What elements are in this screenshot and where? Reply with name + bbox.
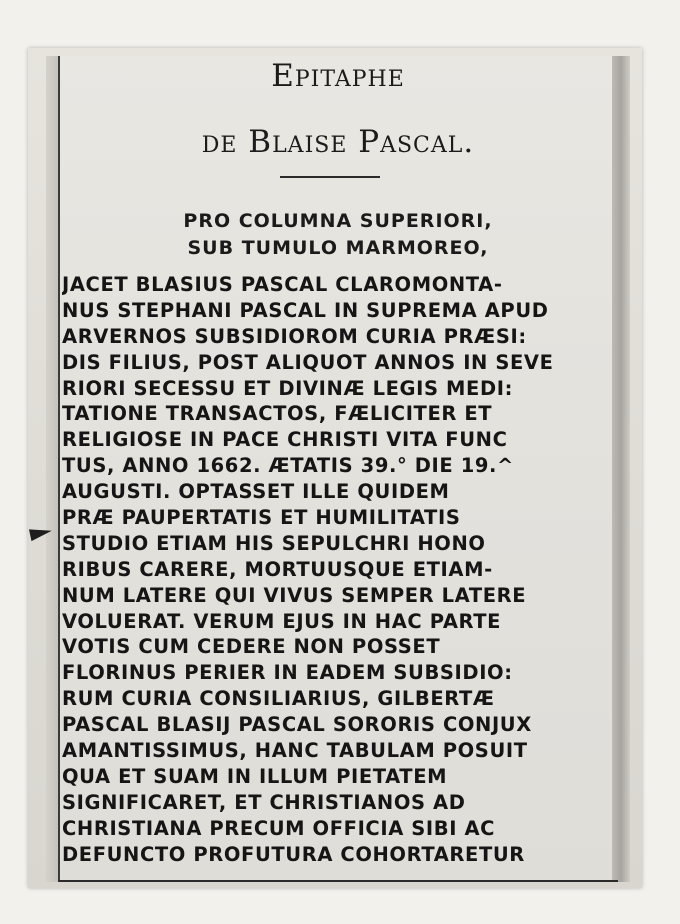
- inscription-line: ARVERNOS SUBSIDIOROM CURIA PRÆSI:: [62, 324, 527, 348]
- inscription-line: RIBUS CARERE, MORTUUSQUE ETIAM-: [62, 557, 493, 581]
- inscription-line: STUDIO ETIAM HIS SEPULCHRI HONO: [62, 531, 486, 555]
- inscription-line: DIS FILIUS, POST ALIQUOT ANNOS IN SEVE: [62, 350, 554, 374]
- title-line-1: Epitaphe: [271, 58, 405, 94]
- inscription-line: NUS STEPHANI PASCAL IN SUPREMA APUD: [62, 298, 549, 322]
- inscription-line: FLORINUS PERIER IN EADEM SUBSIDIO:: [62, 661, 513, 685]
- inscription-line: PASCAL BLASIJ PASCAL SORORIS CONJUX: [62, 713, 532, 737]
- subheading-line-1: PRO COLUMNA SUPERIORI,: [183, 210, 493, 232]
- title-line-2: de Blaise Pascal.: [201, 124, 475, 160]
- inscription-line: PRÆ PAUPERTATIS ET HUMILITATIS: [62, 506, 461, 530]
- bottom-divider: [58, 880, 618, 882]
- inscription-line: RUM CURIA CONSILIARIUS, GILBERTÆ: [62, 687, 495, 711]
- inscription-line: CHRISTIANA PRECUM OFFICIA SIBI AC: [62, 816, 496, 840]
- inscription-line: SIGNIFICARET, ET CHRISTIANOS AD: [62, 790, 466, 814]
- inscription-line: DEFUNCTO PROFUTURA COHORTARETUR: [62, 842, 525, 866]
- subheading-line-2: SUB TUMULO MARMOREO,: [187, 237, 489, 259]
- inscription-line: NUM LATERE QUI VIVUS SEMPER LATERE: [62, 583, 527, 607]
- inscription-line: JACET BLASIUS PASCAL CLAROMONTA-: [62, 273, 503, 296]
- inscription-line: VOLUERAT. VERUM EJUS IN HAC PARTE: [62, 609, 502, 633]
- inscription-line: TATIONE TRANSACTOS, FÆLICITER ET: [62, 402, 493, 426]
- inscription-line: QUA ET SUAM IN ILLUM PIETATEM: [62, 764, 448, 788]
- inscription-line: RELIGIOSE IN PACE CHRISTI VITA FUNC: [62, 428, 508, 452]
- inscription-line: RIORI SECESSU ET DIVINÆ LEGIS MEDI:: [62, 376, 514, 400]
- plaque-left-edge: [46, 56, 58, 882]
- inscription-line: TUS, ANNO 1662. ÆTATIS 39.° DIE 19.^: [62, 454, 514, 478]
- inscription-text: [62, 272, 618, 867]
- inscription-line: AUGUSTI. OPTASSET ILLE QUIDEM: [62, 480, 450, 504]
- inscription-line: AMANTISSIMUS, HANC TABULAM POSUIT: [62, 739, 528, 763]
- inscription-line: VOTIS CUM CEDERE NON POSSET: [62, 635, 441, 659]
- title-divider: [280, 176, 380, 178]
